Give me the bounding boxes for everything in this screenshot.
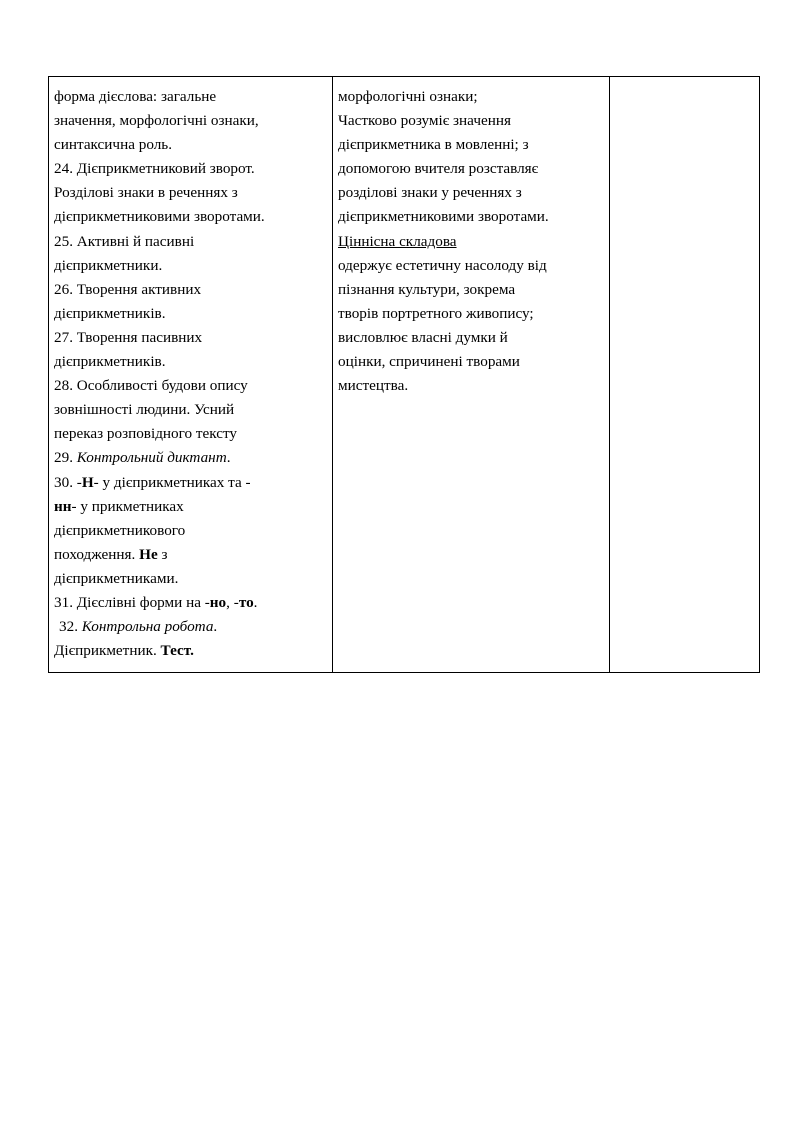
- text-line: 24. Дієприкметниковий зворот.: [54, 160, 255, 178]
- text-line: форма дієслова: загальне: [54, 88, 217, 105]
- text-run: нн: [54, 497, 72, 515]
- text-line: дієприкметниками.: [54, 569, 179, 587]
- text-run: - у дієприкметниках та -: [93, 473, 251, 491]
- text-run: 29.: [54, 449, 77, 467]
- text-line: [54, 446, 326, 470]
- table-cell-learning-outcomes: [333, 77, 610, 673]
- text-run: Контрольний диктант: [76, 449, 227, 467]
- text-line: [338, 230, 603, 254]
- text-line: творів портретного живопису;: [338, 304, 534, 322]
- text-line: 27. Творення пасивних: [54, 328, 203, 346]
- col2-lines: [333, 77, 609, 407]
- text-run: то: [238, 593, 254, 611]
- text-line: [54, 615, 326, 639]
- text-line: пізнання культури, зокрема: [338, 280, 516, 298]
- text-line: Частково розуміє значення: [338, 112, 511, 130]
- text-run: .: [213, 618, 218, 636]
- text-line: дієприкметники.: [54, 256, 163, 274]
- text-line: допомогою вчителя розставляє: [338, 160, 539, 178]
- text-line: 26. Творення активних: [54, 280, 202, 298]
- text-line: дієприкметникового: [54, 521, 186, 539]
- text-run: Н: [81, 473, 94, 491]
- table-cell-content-topics: [49, 77, 333, 673]
- text-line: зовнішності людини. Усний: [54, 401, 235, 419]
- curriculum-table: [48, 76, 760, 673]
- col1-lines: [49, 77, 332, 672]
- text-line: розділові знаки у реченнях з: [338, 184, 522, 202]
- table-cell-notes-empty: [610, 77, 760, 673]
- table-row: [49, 77, 760, 673]
- text-run: з: [157, 545, 168, 563]
- text-line: морфологічні ознаки;: [338, 88, 478, 105]
- text-line: мистецтва.: [338, 377, 409, 395]
- text-line: дієприкметниковими зворотами.: [338, 208, 549, 226]
- text-run: 32.: [59, 618, 82, 636]
- text-line: [54, 471, 326, 495]
- text-run: Не: [139, 545, 158, 563]
- text-line: висловлює власні думки й: [338, 328, 508, 346]
- text-line: [54, 639, 326, 663]
- text-line: [54, 495, 326, 519]
- text-line: значення, морфологічні ознаки,: [54, 112, 259, 130]
- text-line: [54, 543, 326, 567]
- text-run: .: [253, 593, 258, 611]
- text-run: Ціннісна складова: [338, 232, 457, 250]
- col3-lines: [610, 77, 759, 625]
- text-line: переказ розповідного тексту: [54, 425, 238, 443]
- text-line: 25. Активні й пасивні: [54, 232, 195, 250]
- text-run: походження.: [54, 545, 140, 563]
- text-run: 30. -: [54, 473, 82, 491]
- text-line: [54, 591, 326, 615]
- text-run: 31. Дієслівні форми на -: [54, 593, 210, 611]
- text-line: дієприкметника в мовленні; з: [338, 136, 529, 154]
- text-line: дієприкметників.: [54, 304, 166, 322]
- text-line: синтаксична роль.: [54, 136, 173, 154]
- text-line: Розділові знаки в реченнях з: [54, 184, 238, 202]
- text-line: 28. Особливості будови опису: [54, 377, 248, 395]
- text-run: но: [209, 593, 227, 611]
- text-run: - у прикметниках: [71, 497, 184, 515]
- text-run: .: [226, 449, 231, 467]
- text-line: дієприкметниковими зворотами.: [54, 208, 265, 226]
- text-run: Дієприкметник.: [54, 642, 161, 660]
- text-run: , -: [226, 593, 239, 611]
- text-line: дієприкметників.: [54, 353, 166, 371]
- text-line: одержує естетичну насолоду від: [338, 256, 547, 274]
- text-run: Тест.: [160, 642, 194, 660]
- text-line: оцінки, спричинені творами: [338, 353, 520, 371]
- text-run: Контрольна робота: [81, 618, 214, 636]
